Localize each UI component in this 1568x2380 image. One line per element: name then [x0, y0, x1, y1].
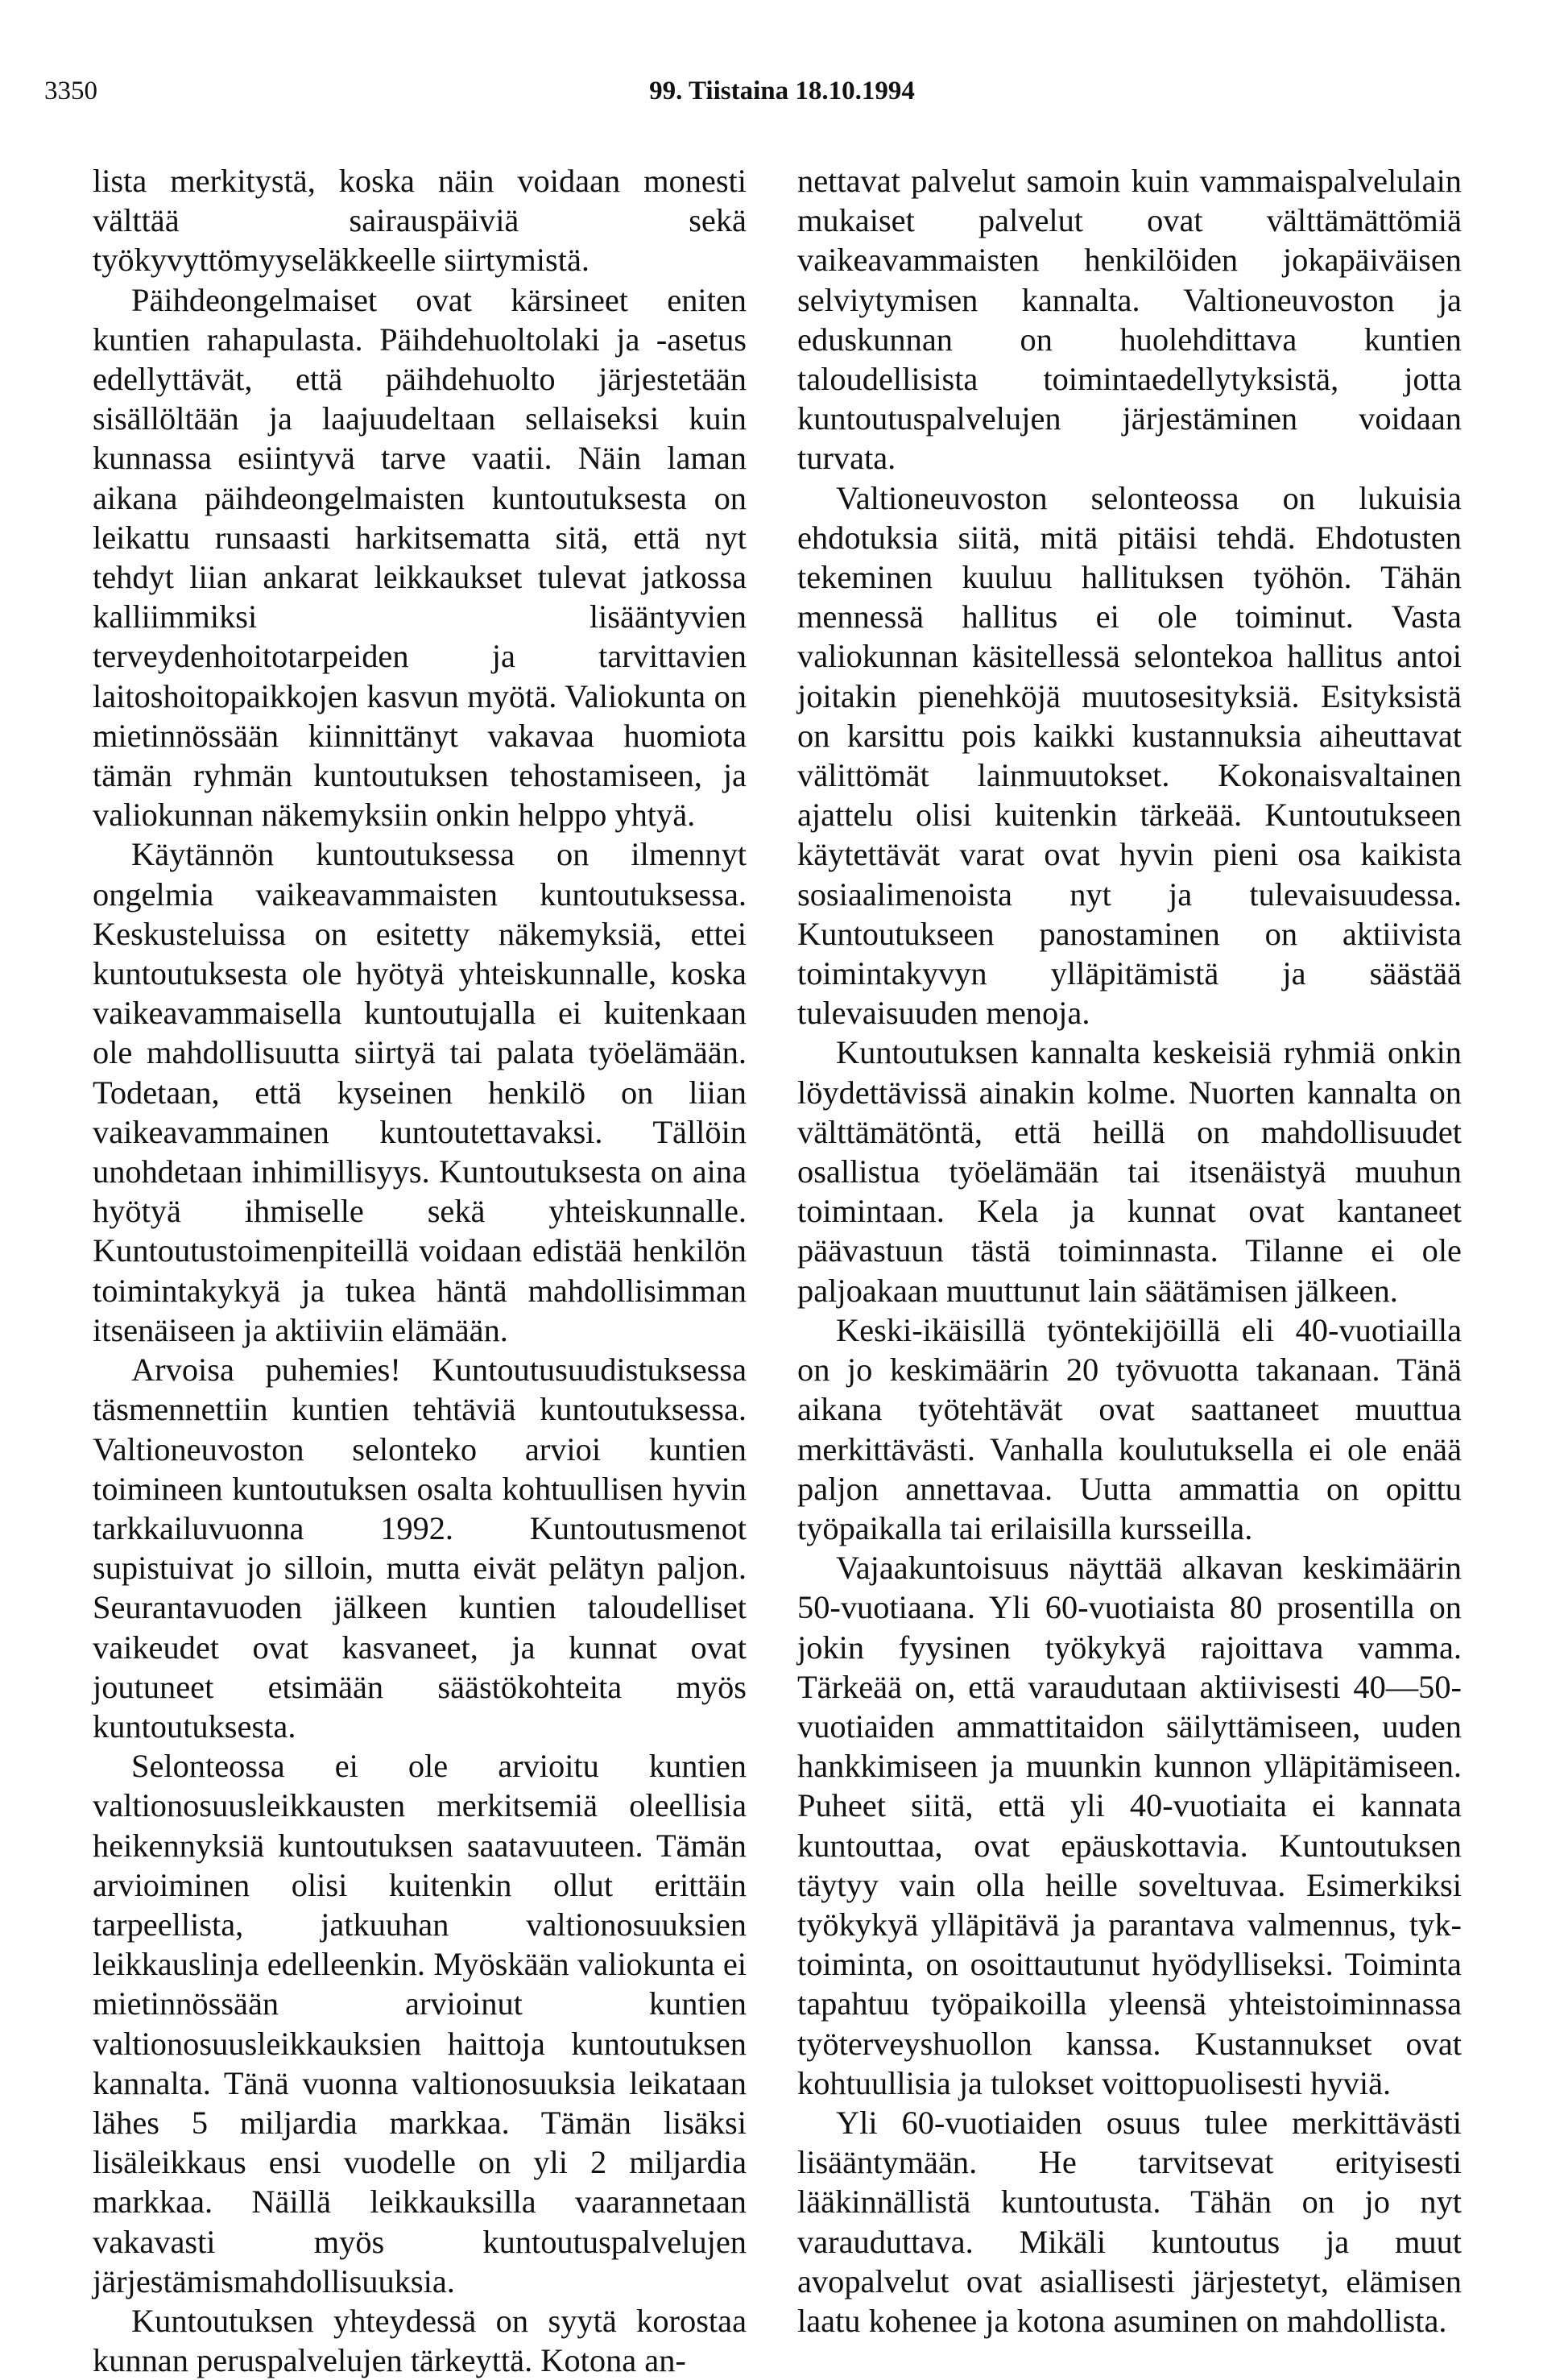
paragraph: Yli 60-vuotiaiden osuus tulee merkittävästi lisääntymään. He tarvitsevat erityisesti lääkinnällistä kuntoutusta. Tähän on jo nyt varauduttava. Mikäli kuntoutus ja muut avopalvelut ovat asiallisesti järjestetyt, elämisen laatu kohenee ja kotona asuminen on mahdollista. — [797, 2104, 1462, 2339]
paragraph: Selonteossa ei ole arvioitu kuntien valtionosuusleikkausten merkitsemiä oleellisia heikennyksiä kuntoutuksen saatavuuteen. Tämän arvioiminen olisi kuitenkin ollut erittäin tarpeellista, jatkuuhan valtionosuuksien leikkauslinja edelleenkin. Myöskään valiokunta ei mietinnössään arvioinut kuntien valtionosuusleikkauksien haittoja kuntoutuksen kannalta. Tänä vuonna valtionosuuksia leikataan lähes 5 miljardia markkaa. Tämän lisäksi lisäleikkaus ensi vuodelle on yli 2 miljardia markkaa. Näillä leikkauksilla vaarannetaan vakavasti myös kuntoutuspalvelujen järjestämismahdollisuuksia. — [93, 1748, 747, 2299]
right-column — [797, 161, 1462, 2339]
paragraph: Keski-ikäisillä työntekijöillä eli 40-vuotiailla on jo keskimäärin 20 työvuotta takanaan. Tänä aikana työtehtävät ovat saattaneet muuttua merkittävästi. Vanhalla koulutuksella ei ole enää paljon annettavaa. Uutta ammattia on opittu työpaikalla tai erilaisilla kursseilla. — [797, 1311, 1462, 1546]
page-header — [44, 71, 1520, 111]
paragraph: Valtioneuvoston selonteossa on lukuisia ehdotuksia siitä, mitä pitäisi tehdä. Ehdotusten tekeminen kuuluu hallituksen työhön. Tähän mennessä hallitus ei ole toiminut. Vasta valiokunnan käsitellessä selontekoa hallitus antoi joitakin pienehköjä muutosesityksiä. Esityksistä on karsittu pois kaikki kustannuksia aiheuttavat välittömät lainmuutokset. Kokonaisvaltainen ajattelu olisi kuitenkin tärkeää. Kuntoutukseen käytettävät varat ovat hyvin pieni osa kaikista sosiaalimenoista nyt ja tulevaisuudessa. Kuntoutukseen panostaminen on aktiivista toimintakyvyn ylläpitämistä ja säästää tulevaisuuden menoja. — [797, 479, 1462, 1032]
session-title: 99. Tiistaina 18.10.1994 — [649, 77, 915, 106]
paragraph: Vajaakuntoisuus näyttää alkavan keskimäärin 50-vuotiaana. Yli 60-vuotiaista 80 prosentilla on jokin fyysinen työkykyä rajoittava vamma. Tärkeää on, että varaudutaan aktiivisesti 40—50-vuotiaiden ammattitaidon säilyttämiseen, uuden hankkimiseen ja muunkin kunnon ylläpitämiseen. Puheet siitä, että yli 40-vuotiaita ei kannata kuntouttaa, ovat epäuskottavia. Kuntoutuksen täytyy vain olla heille soveltuvaa. Esimerkiksi työkykyä ylläpitävä ja parantava valmennus, tyk-toiminta, on osoittautunut hyödylliseksi. Toiminta tapahtuu työpaikoilla yleensä yhteistoiminnassa työterveyshuollon kanssa. Kustannukset ovat kohtuullisia ja tulokset voittopuolisesti hyviä. — [797, 1550, 1462, 2101]
page-number: 3350 — [44, 77, 97, 106]
paragraph: Arvoisa puhemies! Kuntoutusuudistuksessa täsmennettiin kuntien tehtäviä kuntoutuksessa. Valtioneuvoston selonteko arvioi kuntien toimineen kuntoutuksen osalta kohtuullisen hyvin tarkkailuvuonna 1992. Kuntoutusmenot supistuivat jo silloin, mutta eivät pelätyn paljon. Seurantavuoden jälkeen kuntien taloudelliset vaikeudet ovat kasvaneet, ja kunnat ovat joutuneet etsimään säästökohteita myös kuntoutuksesta. — [93, 1351, 747, 1745]
paragraph: Kuntoutuksen yhteydessä on syytä korostaa kunnan peruspalvelujen tärkeyttä. Kotona an- — [93, 2302, 747, 2379]
paragraph: Kuntoutuksen kannalta keskeisiä ryhmiä onkin löydettävissä ainakin kolme. Nuorten kannalta on välttämätöntä, että heillä on mahdollisuudet osallistua työelämään tai itsenäistyä muuhun toimintaan. Kela ja kunnat ovat kantaneet päävastuun tästä toiminnasta. Tilanne ei ole paljoakaan muuttunut lain säätämisen jälkeen. — [797, 1034, 1462, 1309]
paragraph: Päihdeongelmaiset ovat kärsineet eniten kuntien rahapulasta. Päihdehuoltolaki ja -asetus edellyttävät, että päihdehuolto järjestetään sisällöltään ja laajuudeltaan sellaiseksi kuin kunnassa esiintyvä tarve vaatii. Näin laman aikana päihdeongelmaisten kuntoutuksesta on leikattu runsaasti harkitsematta sitä, että nyt tehdyt liian ankarat leikkaukset tulevat jatkossa kalliimmiksi lisääntyvien terveydenhoitotarpeiden ja tarvittavien laitoshoitopaikkojen kasvun myötä. Valiokunta on mietinnössään kiinnittänyt vakavaa huomiota tämän ryhmän kuntoutuksen tehostamiseen, ja valiokunnan näkemyksiin onkin helppo yhtyä. — [93, 281, 747, 834]
paragraph: nettavat palvelut samoin kuin vammaispalvelulain mukaiset palvelut ovat välttämättömiä vaikeavammaisten henkilöiden jokapäiväisen selviytymisen kannalta. Valtioneuvoston ja eduskunnan on huolehdittava kuntien taloudellisista toimintaedellytyksistä, jotta kuntoutuspalvelujen järjestäminen voidaan turvata. — [797, 163, 1462, 477]
paragraph: lista merkitystä, koska näin voidaan monesti välttää sairauspäiviä sekä työkyvyttömyyseläkkeelle siirtymistä. — [93, 163, 747, 279]
paragraph: Käytännön kuntoutuksessa on ilmennyt ongelmia vaikeavammaisten kuntoutuksessa. Keskusteluissa on esitetty näkemyksiä, ettei kuntoutuksesta ole hyötyä yhteiskunnalle, koska vaikeavammaisella kuntoutujalla ei kuitenkaan ole mahdollisuutta siirtyä tai palata työelämään. Todetaan, että kyseinen henkilö on liian vaikeavammainen kuntoutettavaksi. Tällöin unohdetaan inhimillisyys. Kuntoutuksesta on aina hyötyä ihmiselle sekä yhteiskunnalle. Kuntoutustoimenpiteillä voidaan edistää henkilön toimintakykyä ja tukea häntä mahdollisimman itsenäiseen ja aktiiviin elämään. — [93, 836, 747, 1348]
left-column — [93, 161, 747, 2379]
